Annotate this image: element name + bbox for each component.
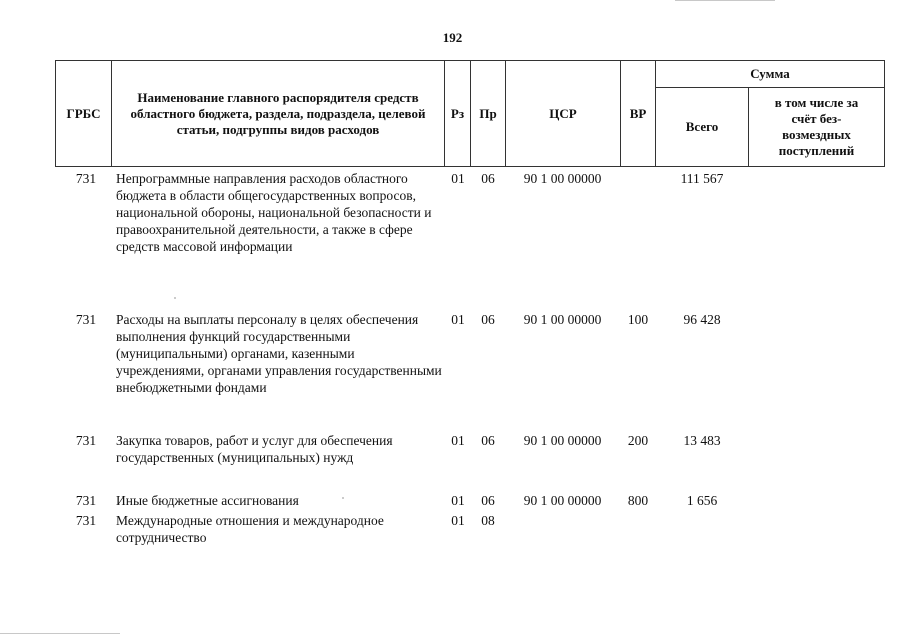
- cell-name: Закупка товаров, работ и услуг для обеспечения государственных (муниципальных) нужд: [116, 433, 393, 465]
- cell-total: 1 656: [686, 493, 718, 508]
- cell-csr: 90 1 00 00000: [523, 433, 602, 448]
- cell-vr: 100: [627, 312, 649, 327]
- scan-speck: [174, 297, 176, 299]
- header-csr: ЦСР: [505, 60, 621, 167]
- cell-pr: 06: [481, 493, 495, 508]
- cell-pr: 08: [481, 513, 495, 528]
- cell-total: 96 428: [683, 312, 721, 327]
- cell-vr: 200: [627, 433, 649, 448]
- cell-csr: 90 1 00 00000: [523, 171, 602, 186]
- cell-pr: 06: [481, 171, 495, 186]
- page-number: 192: [442, 30, 463, 45]
- cell-total: 111 567: [680, 171, 724, 186]
- header-total: Всего: [655, 87, 749, 167]
- header-rz: Рз: [444, 60, 471, 167]
- header-sum: Сумма: [655, 60, 885, 88]
- cell-name: Расходы на выплаты персоналу в целях обеспечения выполнения функций государственными (муниципальными) органами, казенными учреждениями, органами управления государственными внебюджетными фондами: [116, 312, 442, 395]
- cell-pr: 06: [481, 312, 495, 327]
- cell-name: Иные бюджетные ассигнования: [116, 493, 299, 508]
- header-name: Наименование главного распорядителя средств областного бюджета, раздела, подраздела, целевой статьи, подгруппы видов расходов: [111, 60, 445, 167]
- scan-artifact-bottom: [0, 633, 120, 634]
- cell-vr: 800: [627, 493, 649, 508]
- header-pr: Пр: [470, 60, 506, 167]
- cell-csr: 90 1 00 00000: [523, 312, 602, 327]
- cell-name: Непрограммные направления расходов областного бюджета в области общегосударственных вопросов, национальной обороны, национальной безопасности и правоохранительной деятельности, а также в сфере средств массовой информации: [116, 171, 432, 254]
- header-vr: ВР: [620, 60, 656, 167]
- cell-grbs: 731: [75, 493, 97, 508]
- cell-grbs: 731: [75, 513, 97, 528]
- cell-csr: 90 1 00 00000: [523, 493, 602, 508]
- cell-name: Международные отношения и международное сотрудничество: [116, 513, 384, 545]
- cell-grbs: 731: [75, 171, 97, 186]
- header-incl-free: в том числе за счёт без- возмездных поступлений: [748, 87, 885, 167]
- cell-rz: 01: [451, 433, 465, 448]
- cell-grbs: 731: [75, 433, 97, 448]
- cell-total: 13 483: [683, 433, 721, 448]
- header-grbs: ГРБС: [55, 60, 112, 167]
- cell-pr: 06: [481, 433, 495, 448]
- cell-rz: 01: [451, 312, 465, 327]
- cell-rz: 01: [451, 493, 465, 508]
- scan-artifact-top: [675, 0, 775, 1]
- cell-rz: 01: [451, 513, 465, 528]
- cell-grbs: 731: [75, 312, 97, 327]
- cell-rz: 01: [451, 171, 465, 186]
